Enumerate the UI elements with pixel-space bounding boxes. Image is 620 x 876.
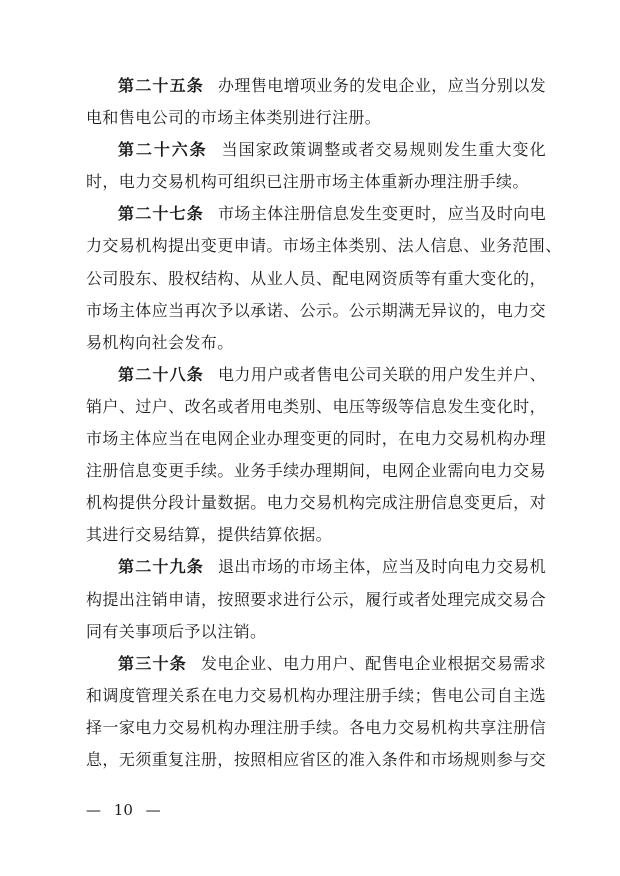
article-25 <box>86 70 546 134</box>
article-line: 市场主体应当再次予以承诺、公示。公示期满无异议的，电力交 <box>86 300 546 320</box>
article-line <box>86 359 546 391</box>
document-body <box>86 70 562 776</box>
article-number: 第三十条 <box>118 653 187 673</box>
article-line: 公司股东、股权结构、从业人员、配电网资质等有重大变化的， <box>86 268 546 288</box>
article-line: 和调度管理关系在电力交易机构办理注册手续；售电公司自主选 <box>86 685 546 705</box>
article-line <box>86 551 546 583</box>
article-line: 择一家电力交易机构办理注册手续。各电力交易机构共享注册信 <box>86 717 546 737</box>
article-text: 办理售电增项业务的发电企业，应当分别以发 <box>218 76 547 95</box>
article-line <box>86 648 546 680</box>
article-27 <box>86 198 562 358</box>
article-text: 退出市场的市场主体，应当及时向电力交易机 <box>218 557 547 577</box>
article-line: 电和售电公司的市场主体类别进行注册。 <box>86 108 382 128</box>
article-line <box>86 134 546 166</box>
article-line: 同有关事项后予以注销。 <box>86 621 267 641</box>
page-number: 10 <box>113 801 133 819</box>
article-number: 第二十八条 <box>118 364 205 384</box>
article-number: 第二十五条 <box>118 76 205 95</box>
article-text: 市场主体注册信息发生变更时，应当及时向电 <box>218 204 547 224</box>
article-line: 注册信息变更手续。业务手续办理期间，电网企业需向电力交易 <box>86 461 546 481</box>
article-text: 发电企业、电力用户、配售电企业根据交易需求 <box>200 653 546 673</box>
article-text: 电力用户或者售电公司关联的用户发生并户、 <box>218 364 547 384</box>
article-30 <box>86 648 546 776</box>
article-line: 息，无须重复注册，按照相应省区的准入条件和市场规则参与交 <box>86 749 546 769</box>
footer-dash-right: — <box>145 801 161 819</box>
footer-dash-left: — <box>86 801 101 819</box>
article-line: 力交易机构提出变更申请。市场主体类别、法人信息、业务范围、 <box>86 236 562 256</box>
article-number: 第二十六条 <box>118 140 208 160</box>
article-number: 第二十九条 <box>118 557 205 577</box>
article-line: 市场主体应当在电网企业办理变更的同时，在电力交易机构办理 <box>86 429 546 449</box>
article-line: 销户、过户、改名或者用电类别、电压等级等信息发生变化时， <box>86 396 546 416</box>
article-29 <box>86 551 546 647</box>
article-26 <box>86 134 546 198</box>
article-text: 当国家政策调整或者交易规则发生重大变化 <box>221 140 546 160</box>
article-line: 构提出注销申请，按照要求进行公示，履行或者处理完成交易合 <box>86 589 546 609</box>
article-number: 第二十七条 <box>118 204 205 224</box>
article-line: 易机构向社会发布。 <box>86 332 234 352</box>
article-line: 时，电力交易机构可组织已注册市场主体重新办理注册手续。 <box>86 172 529 192</box>
page-footer <box>86 800 161 820</box>
article-28 <box>86 359 546 552</box>
article-line: 机构提供分段计量数据。电力交易机构完成注册信息变更后，对 <box>86 493 546 513</box>
article-line: 其进行交易结算，提供结算依据。 <box>86 525 333 545</box>
article-line <box>86 198 546 230</box>
article-line <box>86 70 546 102</box>
